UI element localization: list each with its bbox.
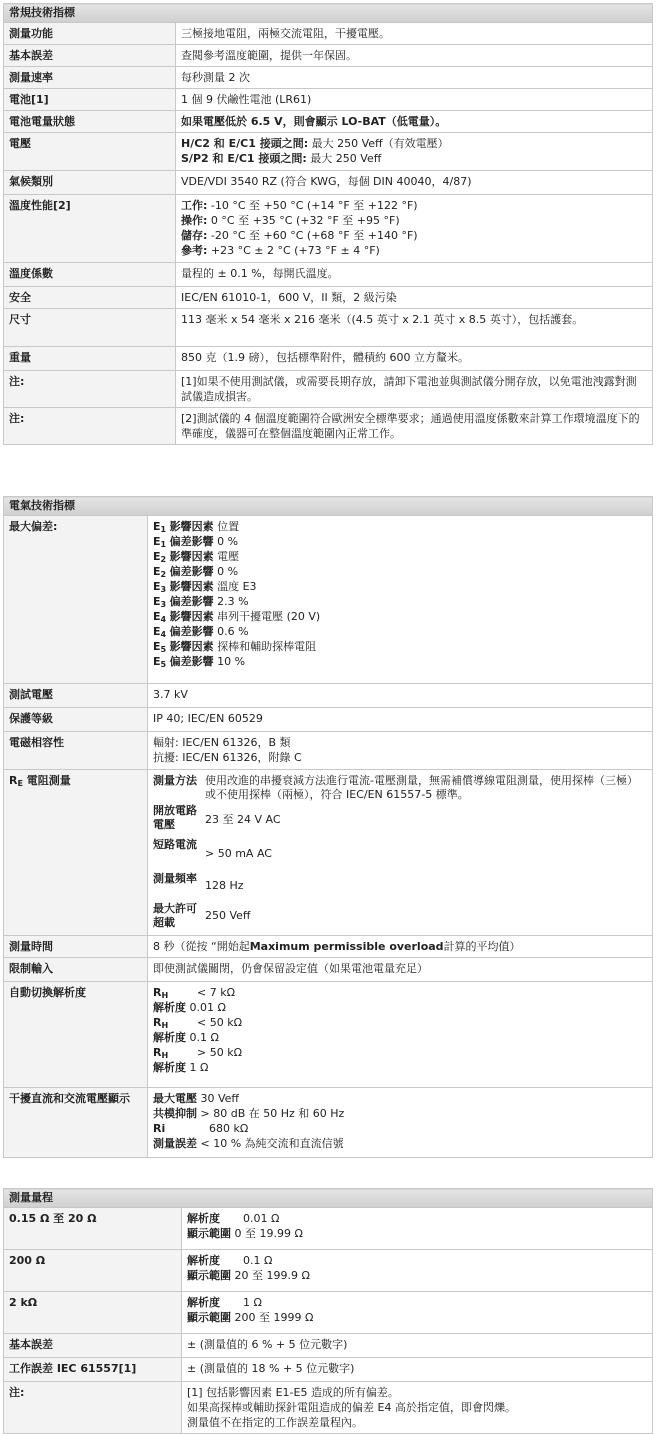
e-index: 4	[160, 615, 167, 624]
row-key: 電池電量狀態	[4, 111, 176, 133]
row-value: [1]如果不使用測試儀，或需要長期存放，請卸下電池並與測試儀分開存放，以免電池洩露對測試儀造成損害。	[176, 371, 653, 408]
interference-label: 測量誤差	[153, 1137, 197, 1150]
row-key: 重量	[4, 347, 176, 371]
resolution-value: 0.01 Ω	[243, 1212, 280, 1225]
table-row	[4, 111, 653, 133]
list-item	[153, 549, 646, 564]
row-key: 尺寸	[4, 309, 176, 347]
e-value: 位置	[217, 520, 240, 533]
row-key: 測量速率	[4, 67, 176, 89]
table-row	[153, 901, 646, 931]
meas-time-bold: Maximum permissible overload	[249, 940, 444, 953]
row-value: ± (測量值的 6 % + 5 位元數字)	[182, 1334, 653, 1358]
e-label: 影響因素	[169, 520, 214, 533]
interference-value: > 80 dB 在 50 Hz 和 60 Hz	[200, 1107, 345, 1120]
general-specs-header	[4, 4, 653, 23]
e-value: 串列干擾電壓 (20 V)	[217, 610, 321, 623]
table-row	[4, 1208, 653, 1250]
rh-symbol: R	[153, 1016, 162, 1029]
e-value: 電壓	[217, 550, 240, 563]
list-item	[187, 1310, 646, 1325]
row-value	[148, 982, 653, 1088]
table-row	[4, 133, 653, 171]
e-label: 偏差影響	[169, 595, 214, 608]
rh-value: < 7 kΩ	[197, 986, 235, 999]
e-symbol: E	[153, 535, 161, 548]
row-key: 基本誤差	[4, 45, 176, 67]
emc-emission: 輻射: IEC/EN 61326，B 類	[153, 736, 291, 749]
row-key: 0.15 Ω 至 20 Ω	[4, 1208, 182, 1250]
row-value: 即使測試儀關閉，仍會保留設定值（如果電池電量充足）	[148, 958, 653, 982]
row-key: 自動切換解析度	[4, 982, 148, 1088]
row-key: 電壓	[4, 133, 176, 171]
list-item	[153, 1045, 646, 1060]
table-row	[153, 871, 646, 901]
row-value: 850 克（1.9 磅），包括標準附件，體積約 600 立方釐米。	[176, 347, 653, 371]
emc-immunity: 抗擾: IEC/EN 61326，附錄 C	[153, 751, 302, 764]
voltage-line-text: 最大 250 Veff（有效電壓）	[308, 137, 449, 150]
e-label: 偏差影響	[169, 655, 214, 668]
general-specs-table	[3, 3, 653, 445]
temp-line-text: -10 °C 至 +50 °C (+14 °F 至 +122 °F)	[207, 199, 418, 212]
row-key: 測量功能	[4, 23, 176, 45]
list-item	[187, 1226, 646, 1241]
electrical-specs-header	[4, 497, 653, 516]
table-row	[4, 684, 653, 708]
list-item	[153, 579, 646, 594]
row-value: [2]測試儀的 4 個溫度範圍符合歐洲安全標準要求；通過使用溫度係數來計算工作環境溫度下的準確度，儀器可在整個溫度範圍內正常工作。	[176, 408, 653, 445]
re-symbol: R	[9, 774, 18, 787]
row-value	[182, 1382, 653, 1434]
sub-key: 開放電路電壓	[153, 804, 197, 831]
display-range-value: 200 至 1999 Ω	[234, 1311, 314, 1324]
row-key: 測量時間	[4, 936, 148, 958]
e-value: 2.3 %	[217, 595, 249, 608]
row-key: 溫度性能[2]	[4, 195, 176, 263]
range-specs-table	[3, 1188, 653, 1434]
row-key: 保護等級	[4, 708, 148, 732]
sub-key: 短路電流	[153, 838, 197, 851]
row-value	[148, 1088, 653, 1158]
table-row	[4, 1358, 653, 1382]
row-key: 電池[1]	[4, 89, 176, 111]
table-row	[4, 67, 653, 89]
e-symbol: E	[153, 640, 161, 653]
rh-index: H	[161, 991, 169, 1000]
note-line: [1] 包括影響因素 E1-E5 造成的所有偏差。	[187, 1386, 399, 1399]
display-range-label: 顯示範圍	[187, 1269, 231, 1282]
interference-value: < 10 % 為純交流和直流信號	[200, 1137, 344, 1150]
list-item	[153, 1136, 646, 1151]
list-item	[187, 1253, 646, 1268]
sub-value: 使用改進的串擾衰減方法進行電流-電壓測量，無需補償導線電阻測量，使用探棒（三極）或不使用探棒（兩極），符合 IEC/EN 61557-5 標準。	[205, 774, 638, 801]
resolution-value: 0.1 Ω	[189, 1031, 219, 1044]
temp-line-label: 操作:	[181, 214, 208, 227]
rh-value: > 50 kΩ	[197, 1046, 242, 1059]
list-item	[153, 1030, 646, 1045]
max-error-list	[148, 516, 653, 684]
list-item	[153, 985, 646, 1000]
list-item	[153, 1000, 646, 1015]
e-symbol: E	[153, 655, 161, 668]
e-symbol: E	[153, 550, 161, 563]
list-item	[153, 654, 646, 669]
e-index: 2	[160, 555, 167, 564]
row-value: IEC/EN 61010-1，600 V，II 類，2 級污染	[176, 287, 653, 309]
rh-symbol: R	[153, 1046, 162, 1059]
table-row	[4, 1382, 653, 1434]
resolution-label: 解析度	[187, 1212, 220, 1225]
table-row	[4, 371, 653, 408]
temp-line-label: 參考:	[181, 244, 208, 257]
list-item	[153, 1121, 646, 1136]
row-key: 200 Ω	[4, 1250, 182, 1292]
e-symbol: E	[153, 520, 161, 533]
e-value: 溫度 E3	[217, 580, 257, 593]
row-key: 溫度係數	[4, 263, 176, 287]
sub-value: 128 Hz	[205, 879, 244, 892]
row-value: 查閱參考溫度範圍，提供一年保固。	[176, 45, 653, 67]
table-row	[153, 803, 646, 837]
table-row	[4, 1292, 653, 1334]
table-row	[4, 347, 653, 371]
resolution-value: 0.1 Ω	[243, 1254, 273, 1267]
display-range-value: 0 至 19.99 Ω	[234, 1227, 303, 1240]
general-specs-title: 常規技術指標	[4, 4, 653, 23]
table-row	[4, 1088, 653, 1158]
list-item	[153, 564, 646, 579]
row-key: 注:	[4, 1382, 182, 1434]
list-item	[187, 1268, 646, 1283]
row-key: 注:	[4, 408, 176, 445]
resolution-label: 解析度	[153, 1061, 186, 1074]
e-symbol: E	[153, 580, 161, 593]
row-key: 電磁相容性	[4, 732, 148, 770]
list-item	[153, 594, 646, 609]
row-value	[176, 133, 653, 171]
resolution-label: 解析度	[153, 1001, 186, 1014]
table-row	[153, 773, 646, 803]
row-value: 三極接地電阻，兩極交流電阻，干擾電壓。	[176, 23, 653, 45]
table-row	[4, 982, 653, 1088]
rh-index: H	[161, 1051, 169, 1060]
table-row	[4, 958, 653, 982]
e-value: 0.6 %	[217, 625, 249, 638]
range-specs-header	[4, 1189, 653, 1208]
list-item	[153, 609, 646, 624]
sub-value: 250 Veff	[205, 909, 251, 922]
table-row	[4, 171, 653, 195]
table-row	[4, 1334, 653, 1358]
interference-value: 680 kΩ	[209, 1122, 249, 1135]
e-index: 1	[160, 540, 167, 549]
row-value: 113 毫米 x 54 毫米 x 216 毫米（(4.5 英寸 x 2.1 英寸 x 8.5 英寸），包括護套。	[176, 309, 653, 347]
row-key: 限制輸入	[4, 958, 148, 982]
rh-symbol: R	[153, 986, 162, 999]
e-value: 0 %	[217, 535, 239, 548]
e-index: 5	[160, 660, 167, 669]
table-row	[4, 708, 653, 732]
table-row	[4, 309, 653, 347]
e-value: 0 %	[217, 565, 239, 578]
row-key: 干擾直流和交流電壓顯示	[4, 1088, 148, 1158]
list-item	[153, 624, 646, 639]
display-range-label: 顯示範圍	[187, 1227, 231, 1240]
meas-time-text: 8 秒（從按 “開始起	[153, 940, 250, 953]
e-value: 10 %	[217, 655, 246, 668]
temp-line-text: 0 °C 至 +35 °C (+32 °F 至 +95 °F)	[207, 214, 400, 227]
resolution-value: 1 Ω	[189, 1061, 209, 1074]
interference-label: 最大電壓	[153, 1092, 197, 1105]
row-value: 量程的 ± 0.1 %，每開氏溫度。	[176, 263, 653, 287]
row-key: 測試電壓	[4, 684, 148, 708]
table-row	[4, 770, 653, 936]
electrical-specs-table	[3, 496, 653, 1158]
row-key: 2 kΩ	[4, 1292, 182, 1334]
sub-key: 測量頻率	[153, 872, 197, 885]
interference-label: 共模抑制	[153, 1107, 197, 1120]
e-index: 3	[160, 585, 167, 594]
temp-line-label: 工作:	[181, 199, 208, 212]
list-item	[153, 534, 646, 549]
voltage-line-label: H/C2 和 E/C1 接頭之間:	[181, 137, 309, 150]
table-row	[4, 195, 653, 263]
interference-value: 30 Veff	[200, 1092, 240, 1105]
display-range-value: 20 至 199.9 Ω	[234, 1269, 310, 1282]
re-label: 電阻測量	[22, 774, 71, 787]
list-item	[187, 1211, 646, 1226]
table-row	[4, 45, 653, 67]
e-index: 1	[160, 525, 167, 534]
sub-key: 最大許可超載	[153, 902, 197, 929]
table-row	[4, 516, 653, 684]
e-symbol: E	[153, 610, 161, 623]
list-item	[153, 519, 646, 534]
list-item	[153, 1091, 646, 1106]
table-row	[4, 408, 653, 445]
list-item	[153, 1060, 646, 1075]
range-specs-title: 測量量程	[4, 1189, 653, 1208]
row-value: 如果電壓低於 6.5 V，則會顯示 LO-BAT（低電量）。	[176, 111, 653, 133]
e-symbol: E	[153, 595, 161, 608]
table-row	[4, 936, 653, 958]
resolution-value: 1 Ω	[243, 1296, 262, 1309]
e-label: 影響因素	[169, 580, 214, 593]
note-line: 如果高探棒或輔助探針電阻造成的偏差 E4 高於指定值，即會閃爍。	[187, 1401, 516, 1414]
resolution-label: 解析度	[187, 1296, 220, 1309]
temp-line-label: 儲存:	[181, 229, 208, 242]
row-value	[182, 1292, 653, 1334]
row-value: VDE/VDI 3540 RZ (符合 KWG，每個 DIN 40040，4/87)	[176, 171, 653, 195]
list-item	[187, 1295, 646, 1310]
row-value: 每秒測量 2 次	[176, 67, 653, 89]
sub-value: 23 至 24 V AC	[205, 813, 281, 826]
table-row	[4, 89, 653, 111]
e-index: 3	[160, 600, 167, 609]
list-item	[153, 1106, 646, 1121]
temp-line-text: -20 °C 至 +60 °C (+68 °F 至 +140 °F)	[207, 229, 418, 242]
re-index: E	[17, 779, 23, 788]
row-value	[182, 1250, 653, 1292]
meas-time-tail: 計算的平均值）	[443, 940, 521, 953]
e-index: 2	[160, 570, 167, 579]
e-value: 探棒和輔助探棒電阻	[217, 640, 317, 653]
e-label: 偏差影響	[169, 625, 214, 638]
resolution-value: 0.01 Ω	[189, 1001, 226, 1014]
e-label: 影響因素	[169, 610, 214, 623]
re-subtable	[153, 773, 646, 931]
interference-label: Ri	[153, 1122, 166, 1135]
display-range-label: 顯示範圍	[187, 1311, 231, 1324]
row-key: 工作誤差 IEC 61557[1]	[4, 1358, 182, 1382]
e-label: 偏差影響	[169, 535, 214, 548]
e-index: 5	[160, 645, 167, 654]
voltage-line-label: S/P2 和 E/C1 接頭之間:	[181, 152, 307, 165]
row-key	[4, 770, 148, 936]
row-key: 氣候類別	[4, 171, 176, 195]
resolution-label: 解析度	[153, 1031, 186, 1044]
table-row	[4, 263, 653, 287]
e-label: 影響因素	[169, 550, 214, 563]
e-label: 影響因素	[169, 640, 214, 653]
row-key: 注:	[4, 371, 176, 408]
row-value	[176, 195, 653, 263]
electrical-specs-title: 電氣技術指標	[4, 497, 653, 516]
list-item	[153, 1015, 646, 1030]
rh-value: < 50 kΩ	[197, 1016, 242, 1029]
row-value	[148, 732, 653, 770]
e-index: 4	[160, 630, 167, 639]
row-value: IP 40; IEC/EN 60529	[148, 708, 653, 732]
e-label: 偏差影響	[169, 565, 214, 578]
voltage-line-text: 最大 250 Veff	[306, 152, 382, 165]
e-symbol: E	[153, 625, 161, 638]
resolution-label: 解析度	[187, 1254, 220, 1267]
sub-key: 測量方法	[153, 774, 197, 787]
row-value: 3.7 kV	[148, 684, 653, 708]
table-row	[4, 23, 653, 45]
e-symbol: E	[153, 565, 161, 578]
row-key: 基本誤差	[4, 1334, 182, 1358]
table-row	[4, 732, 653, 770]
table-row	[153, 837, 646, 871]
sub-value: > 50 mA AC	[205, 847, 272, 860]
table-row	[4, 287, 653, 309]
row-key: 安全	[4, 287, 176, 309]
temp-line-text: +23 °C ± 2 °C (+73 °F ± 4 °F)	[207, 244, 380, 257]
note-line: 測量值不在指定的工作誤差量程內。	[187, 1416, 363, 1429]
list-item	[153, 639, 646, 654]
rh-index: H	[161, 1021, 169, 1030]
row-value: ± (測量值的 18 % + 5 位元數字)	[182, 1358, 653, 1382]
row-value	[148, 936, 653, 958]
row-value: 1 個 9 伏鹼性電池 (LR61)	[176, 89, 653, 111]
row-value	[148, 770, 653, 936]
row-value	[182, 1208, 653, 1250]
table-row	[4, 1250, 653, 1292]
row-key: 最大偏差:	[4, 516, 148, 684]
